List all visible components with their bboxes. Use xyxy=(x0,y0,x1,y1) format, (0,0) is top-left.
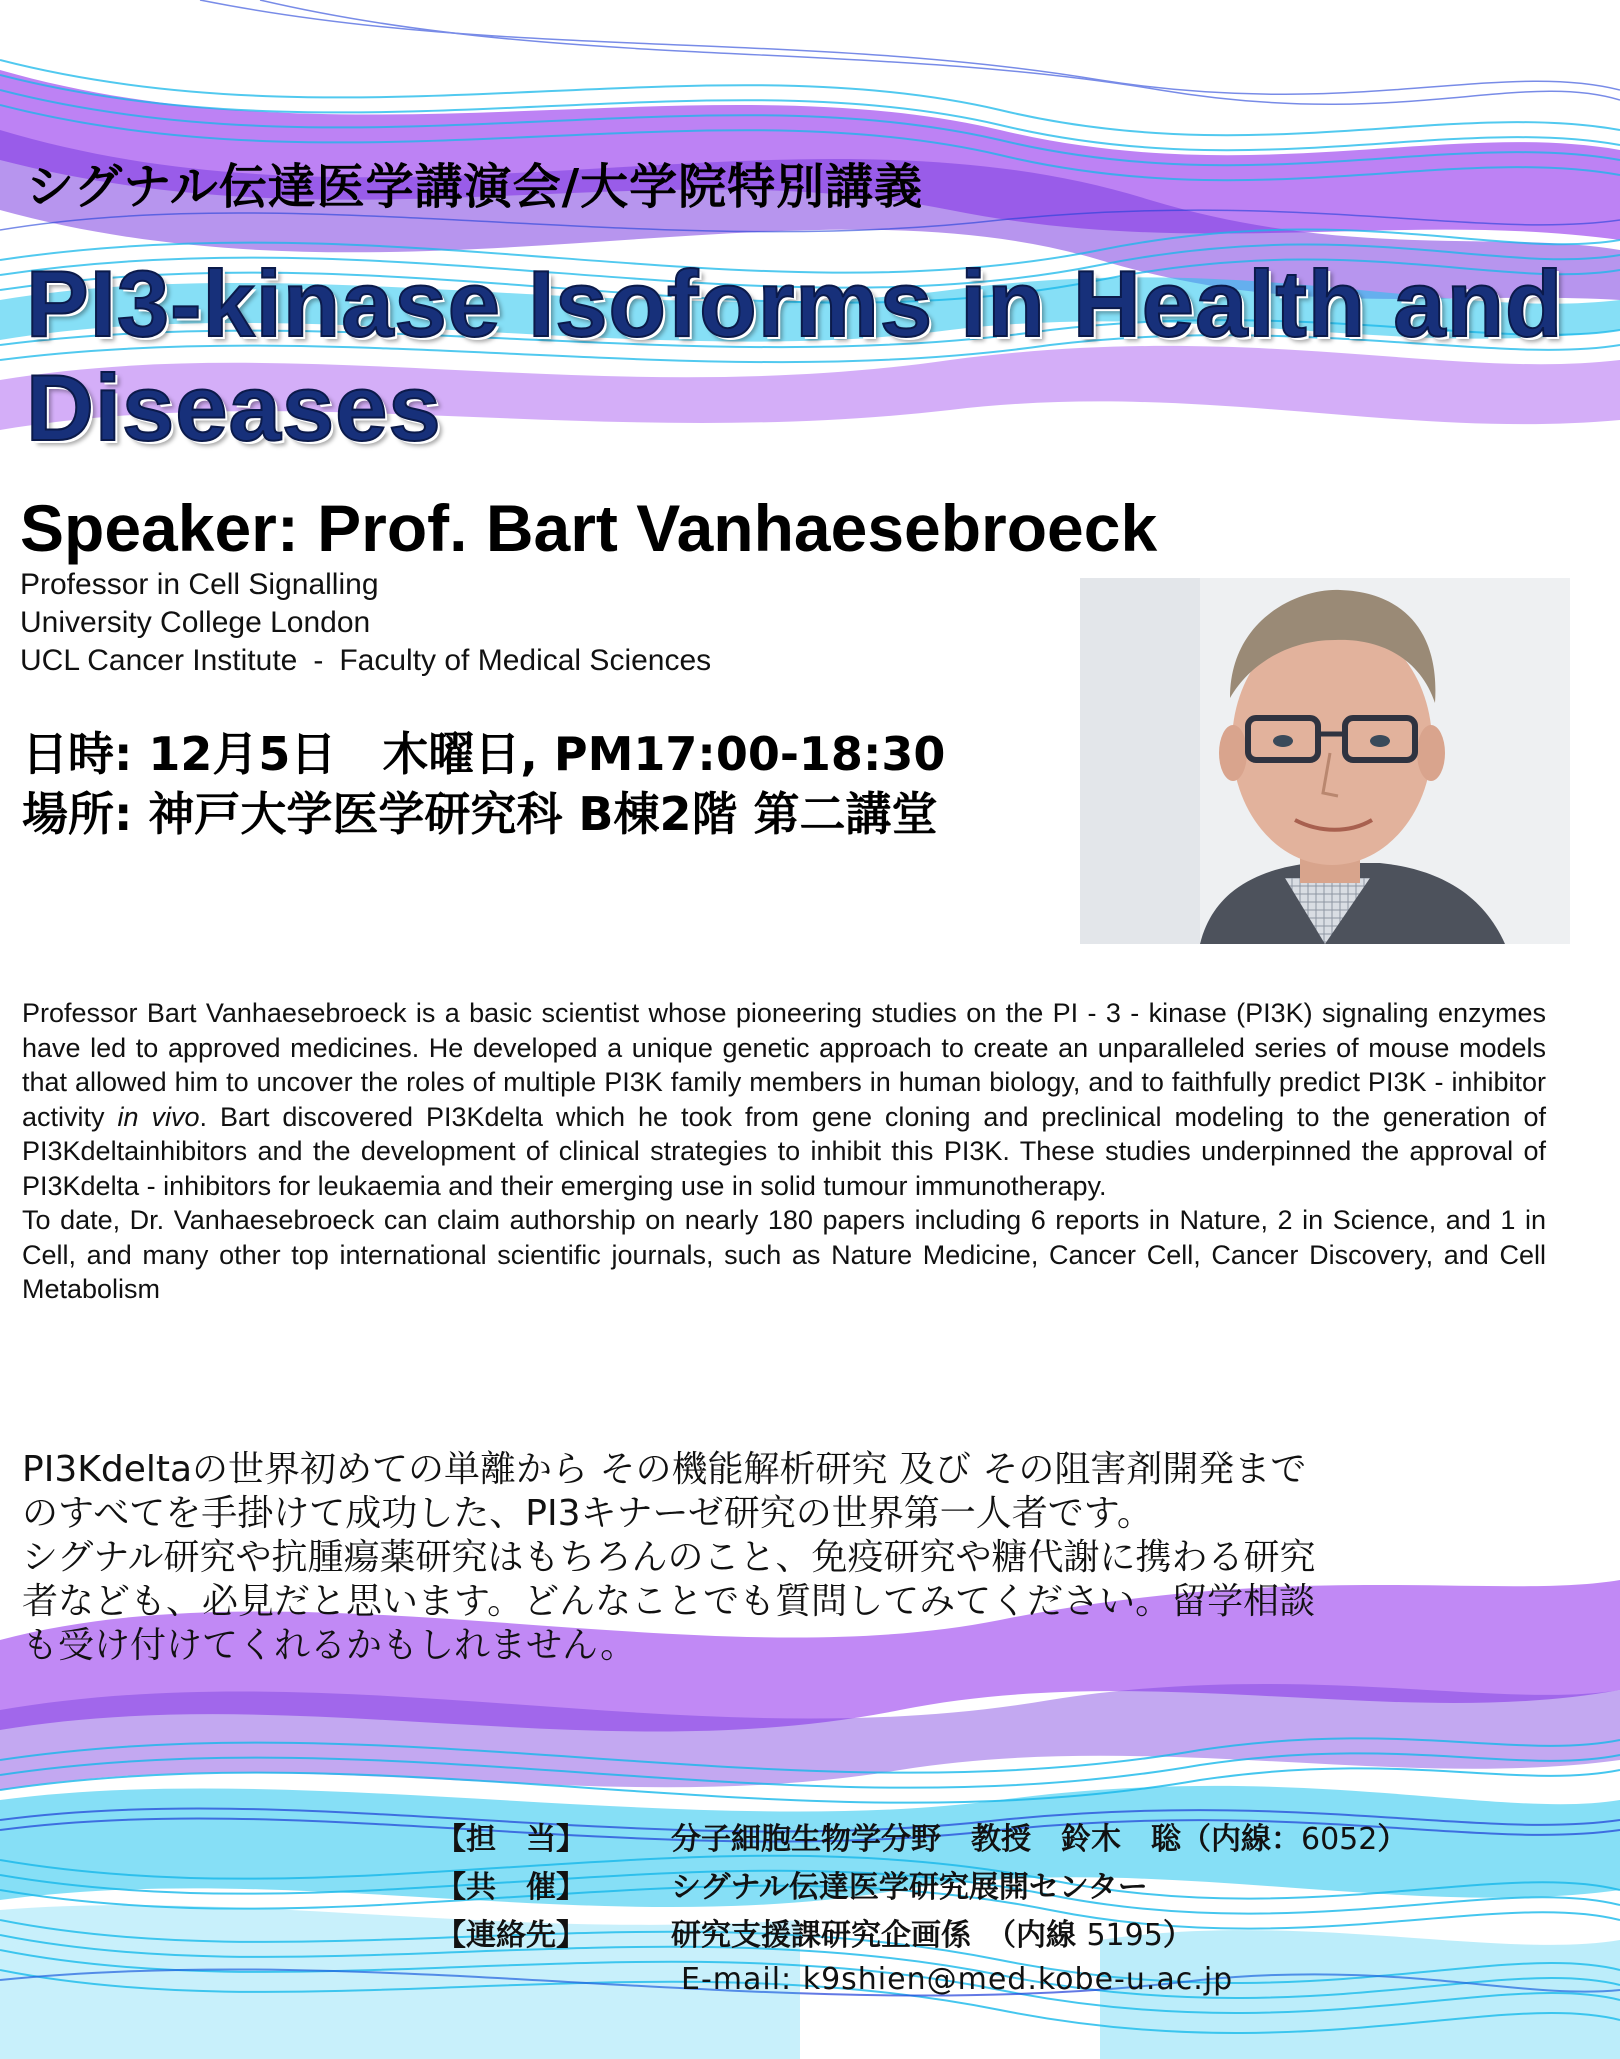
message-line-4: 者なども、必見だと思います。どんなことでも質問してみてください。留学相談 xyxy=(22,1581,1316,1622)
in-charge-value: 分子細胞生物学分野 教授 鈴木 聡（内線：6052） xyxy=(671,1822,1408,1857)
message-line-5: も受け付けてくれるかもしれません。 xyxy=(22,1625,637,1666)
contact-email[interactable]: E-mail: k9shien@med.kobe-u.ac.jp xyxy=(681,1962,1234,1997)
speaker-position: Professor in Cell Signalling xyxy=(20,568,379,601)
contact-label: 【連絡先】 xyxy=(436,1918,586,1953)
series-title: シグナル伝達医学講演会/大学院特別講義 xyxy=(26,159,924,215)
cohost-label: 【共 催】 xyxy=(436,1870,586,1905)
speaker-faculty: Faculty of Medical Sciences xyxy=(339,644,712,677)
event-datetime: 日時: 12月5日 木曜日, PM17:00-18:30 xyxy=(22,727,946,781)
japanese-message xyxy=(22,1448,1552,1668)
in-charge-label: 【担 当】 xyxy=(436,1822,586,1857)
speaker-university: University College London xyxy=(20,606,371,639)
event-venue: 場所: 神戸大学医学研究科 B棟2階 第二講堂 xyxy=(22,787,938,841)
bio-paragraph-2: To date, Dr. Vanhaesebroeck can claim authorship on nearly 180 papers including 6 reports in Nature, 2 in Science, and 1 in Cell, and many other top international scientific journals, such as Nature Medicine, Cancer Cell, Cancer Discovery, and Cell Metabolism xyxy=(22,1205,1546,1304)
speaker-photo xyxy=(1080,578,1570,944)
contact-extension: 5195 xyxy=(1086,1918,1163,1953)
bio-paragraph-1 xyxy=(22,996,1546,1203)
bio-text-1b: . Bart discovered PI3Kdelta which he took from gene cloning and preclinical modeling to the generation of PI3Kdeltainhibitors and the development of clinical strategies to inhibit this PI3K. These studies underpinned the approval of PI3Kdelta - inhibitors for leukaemia and their emerging use in solid tumour immunotherapy. xyxy=(22,1101,1547,1201)
bio-italic-term: in vivo xyxy=(117,1101,200,1132)
contact-block xyxy=(436,1812,1606,2004)
message-line-2: のすべてを手掛けて成功した、PI3キナーゼ研究の世界第一人者です。 xyxy=(22,1493,1153,1534)
contact-row-cohost xyxy=(436,1860,1606,1908)
message-line-3: シグナル研究や抗腫瘍薬研究はもちろんのこと、免疫研究や糖代謝に携わる研究 xyxy=(22,1537,1316,1578)
speaker-name: Speaker: Prof. Bart Vanhaesebroeck xyxy=(20,491,1158,565)
contact-value: 研究支援課研究企画係 （内線 5195） xyxy=(671,1918,1193,1953)
contact-row-office xyxy=(436,1908,1606,1956)
message-line-1: PI3Kdeltaの世界初めての単離から その機能解析研究 及び その阻害剤開発まで xyxy=(22,1449,1307,1490)
affiliation-separator: - xyxy=(313,644,324,677)
speaker-institute-line xyxy=(20,644,711,678)
cohost-value: シグナル伝達医学研究展開センター xyxy=(671,1870,1148,1905)
lecture-title: PI3-kinase Isoforms in Health and Diseases xyxy=(26,251,1564,460)
speaker-biography xyxy=(22,996,1546,1307)
speaker-institute: UCL Cancer Institute xyxy=(20,644,298,677)
in-charge-extension: 6052 xyxy=(1301,1822,1378,1857)
contact-row-in-charge xyxy=(436,1812,1606,1860)
bio-text-1a: Professor Bart Vanhaesebroeck is a basic scientist whose pioneering studies on the PI - 3 - kinase (PI3K) signaling enzymes have led to approved medicines. He developed a unique genetic approach to create an unparalleled series of mouse models that allowed him to uncover the roles of multiple PI3K family members in human biology, and to faithfully predict PI3K - inhibitor activity xyxy=(22,998,1546,1132)
